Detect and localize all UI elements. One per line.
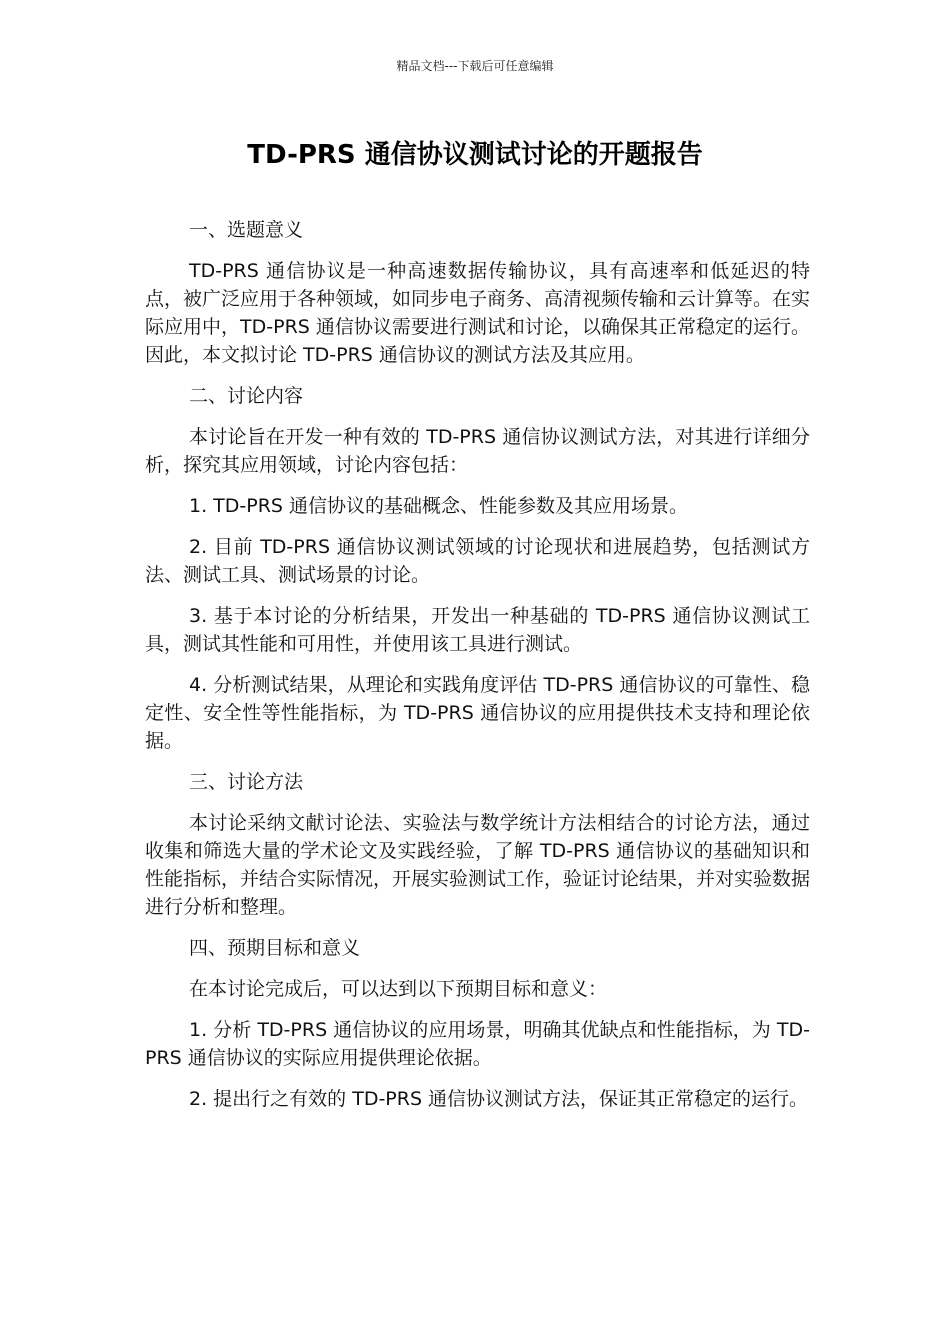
section-heading-method: 三、讨论方法 [189,771,304,793]
document-body [145,216,810,1126]
paragraph-significance: TD-PRS 通信协议是一种高速数据传输协议，具有高速率和低延迟的特点，被广泛应用于各种领域，如同步电子商务、高清视频传输和云计算等。在实际应用中，TD-PRS 通信协议需要进行测试和讨论，以确保其正常稳定的运行。因此，本文拟讨论 TD-PRS 通信协议的测试方法及其应用。 [145,260,811,366]
list-item-goals-1: 1. 分析 TD-PRS 通信协议的应用场景，明确其优缺点和性能指标，为 TD-PRS 通信协议的实际应用提供理论依据。 [145,1019,810,1069]
paragraph-method: 本讨论采纳文献讨论法、实验法与数学统计方法相结合的讨论方法，通过收集和筛选大量的学术论文及实践经验，了解 TD-PRS 通信协议的基础知识和性能指标，并结合实际情况，开展实验测试工作，验证讨论结果，并对实验数据进行分析和整理。 [145,812,811,918]
section-heading-content: 二、讨论内容 [189,385,304,407]
section-heading-significance: 一、选题意义 [189,219,304,241]
paragraph-goals-intro: 在本讨论完成后，可以达到以下预期目标和意义： [189,978,608,1000]
header-note: 精品文档---下载后可任意编辑 [396,59,554,73]
list-item-content-3: 3. 基于本讨论的分析结果，开发出一种基础的 TD-PRS 通信协议测试工具，测试其性能和可用性，并使用该工具进行测试。 [145,605,810,655]
document-title: TD-PRS 通信协议测试讨论的开题报告 [247,140,703,170]
paragraph-content-intro: 本讨论旨在开发一种有效的 TD-PRS 通信协议测试方法，对其进行详细分析，探究其应用领域，讨论内容包括： [145,426,810,476]
list-item-content-4: 4. 分析测试结果，从理论和实践角度评估 TD-PRS 通信协议的可靠性、稳定性、安全性等性能指标，为 TD-PRS 通信协议的应用提供技术支持和理论依据。 [145,674,810,752]
list-item-goals-2: 2. 提出行之有效的 TD-PRS 通信协议测试方法，保证其正常稳定的运行。 [189,1088,809,1110]
list-item-content-2: 2. 目前 TD-PRS 通信协议测试领域的讨论现状和进展趋势，包括测试方法、测试工具、测试场景的讨论。 [145,536,810,586]
list-item-content-1: 1. TD-PRS 通信协议的基础概念、性能参数及其应用场景。 [189,495,689,517]
section-heading-goals: 四、预期目标和意义 [189,937,361,959]
